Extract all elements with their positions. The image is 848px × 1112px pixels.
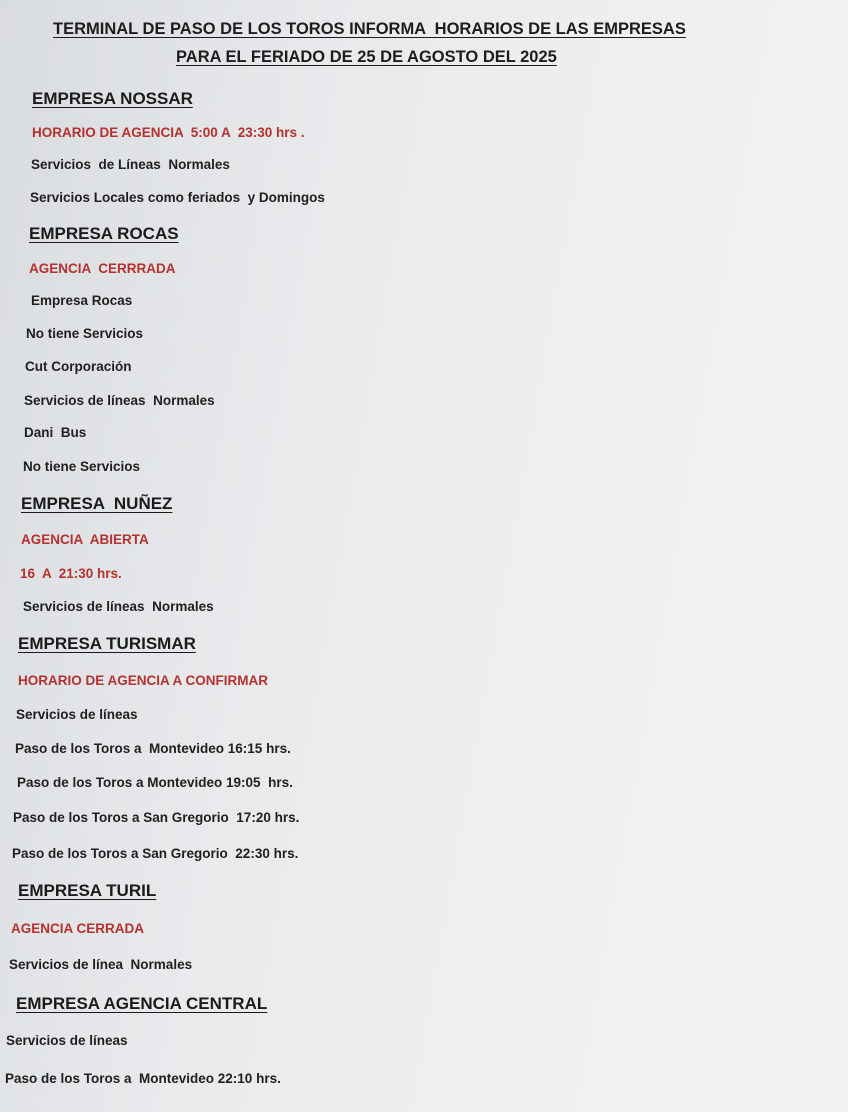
- turismar-service-line: Paso de los Toros a San Gregorio 17:20 hrs.: [13, 810, 300, 825]
- section-title-rocas: EMPRESA ROCAS: [29, 224, 179, 243]
- nunez-agency-status: AGENCIA ABIERTA: [21, 532, 149, 547]
- rocas-service-line: Servicios de líneas Normales: [24, 393, 215, 408]
- nossar-agency-hours: HORARIO DE AGENCIA 5:00 A 23:30 hrs .: [32, 125, 305, 140]
- section-title-nunez: EMPRESA NUÑEZ: [21, 494, 173, 513]
- turismar-service-line: Paso de los Toros a San Gregorio 22:30 hrs.: [12, 846, 299, 861]
- section-title-central: EMPRESA AGENCIA CENTRAL: [16, 994, 268, 1013]
- section-title-turil: EMPRESA TURIL: [18, 881, 157, 900]
- rocas-service-line: No tiene Servicios: [23, 459, 141, 474]
- nunez-agency-hours: 16 A 21:30 hrs.: [20, 566, 122, 581]
- rocas-service-line: No tiene Servicios: [26, 326, 144, 341]
- turismar-service-line: Servicios de líneas: [16, 707, 138, 722]
- nossar-service-line: Servicios Locales como feriados y Domingos: [30, 190, 325, 205]
- section-title-nossar: EMPRESA NOSSAR: [32, 89, 193, 108]
- notice-title-line-1: TERMINAL DE PASO DE LOS TOROS INFORMA HORARIOS DE LAS EMPRESAS: [53, 20, 686, 38]
- turismar-service-line: Paso de los Toros a Montevideo 19:05 hrs.: [17, 775, 293, 790]
- rocas-service-line: Empresa Rocas: [31, 293, 133, 308]
- section-title-turismar: EMPRESA TURISMAR: [18, 634, 196, 653]
- notice-title-line-2: PARA EL FERIADO DE 25 DE AGOSTO DEL 2025: [176, 48, 557, 66]
- rocas-service-line: Cut Corporación: [25, 359, 132, 374]
- central-service-line: Servicios de líneas: [6, 1033, 128, 1048]
- turil-agency-status: AGENCIA CERRADA: [11, 921, 145, 936]
- turismar-agency-hours: HORARIO DE AGENCIA A CONFIRMAR: [18, 673, 268, 688]
- nossar-service-line: Servicios de Líneas Normales: [31, 157, 230, 172]
- rocas-service-line: Dani Bus: [24, 425, 87, 440]
- turil-service-line: Servicios de línea Normales: [9, 957, 193, 972]
- central-service-line: Paso de los Toros a Montevideo 22:10 hrs.: [5, 1071, 281, 1086]
- turismar-service-line: Paso de los Toros a Montevideo 16:15 hrs.: [15, 741, 291, 756]
- nunez-service-line: Servicios de líneas Normales: [23, 599, 214, 614]
- rocas-agency-status: AGENCIA CERRRADA: [29, 261, 176, 276]
